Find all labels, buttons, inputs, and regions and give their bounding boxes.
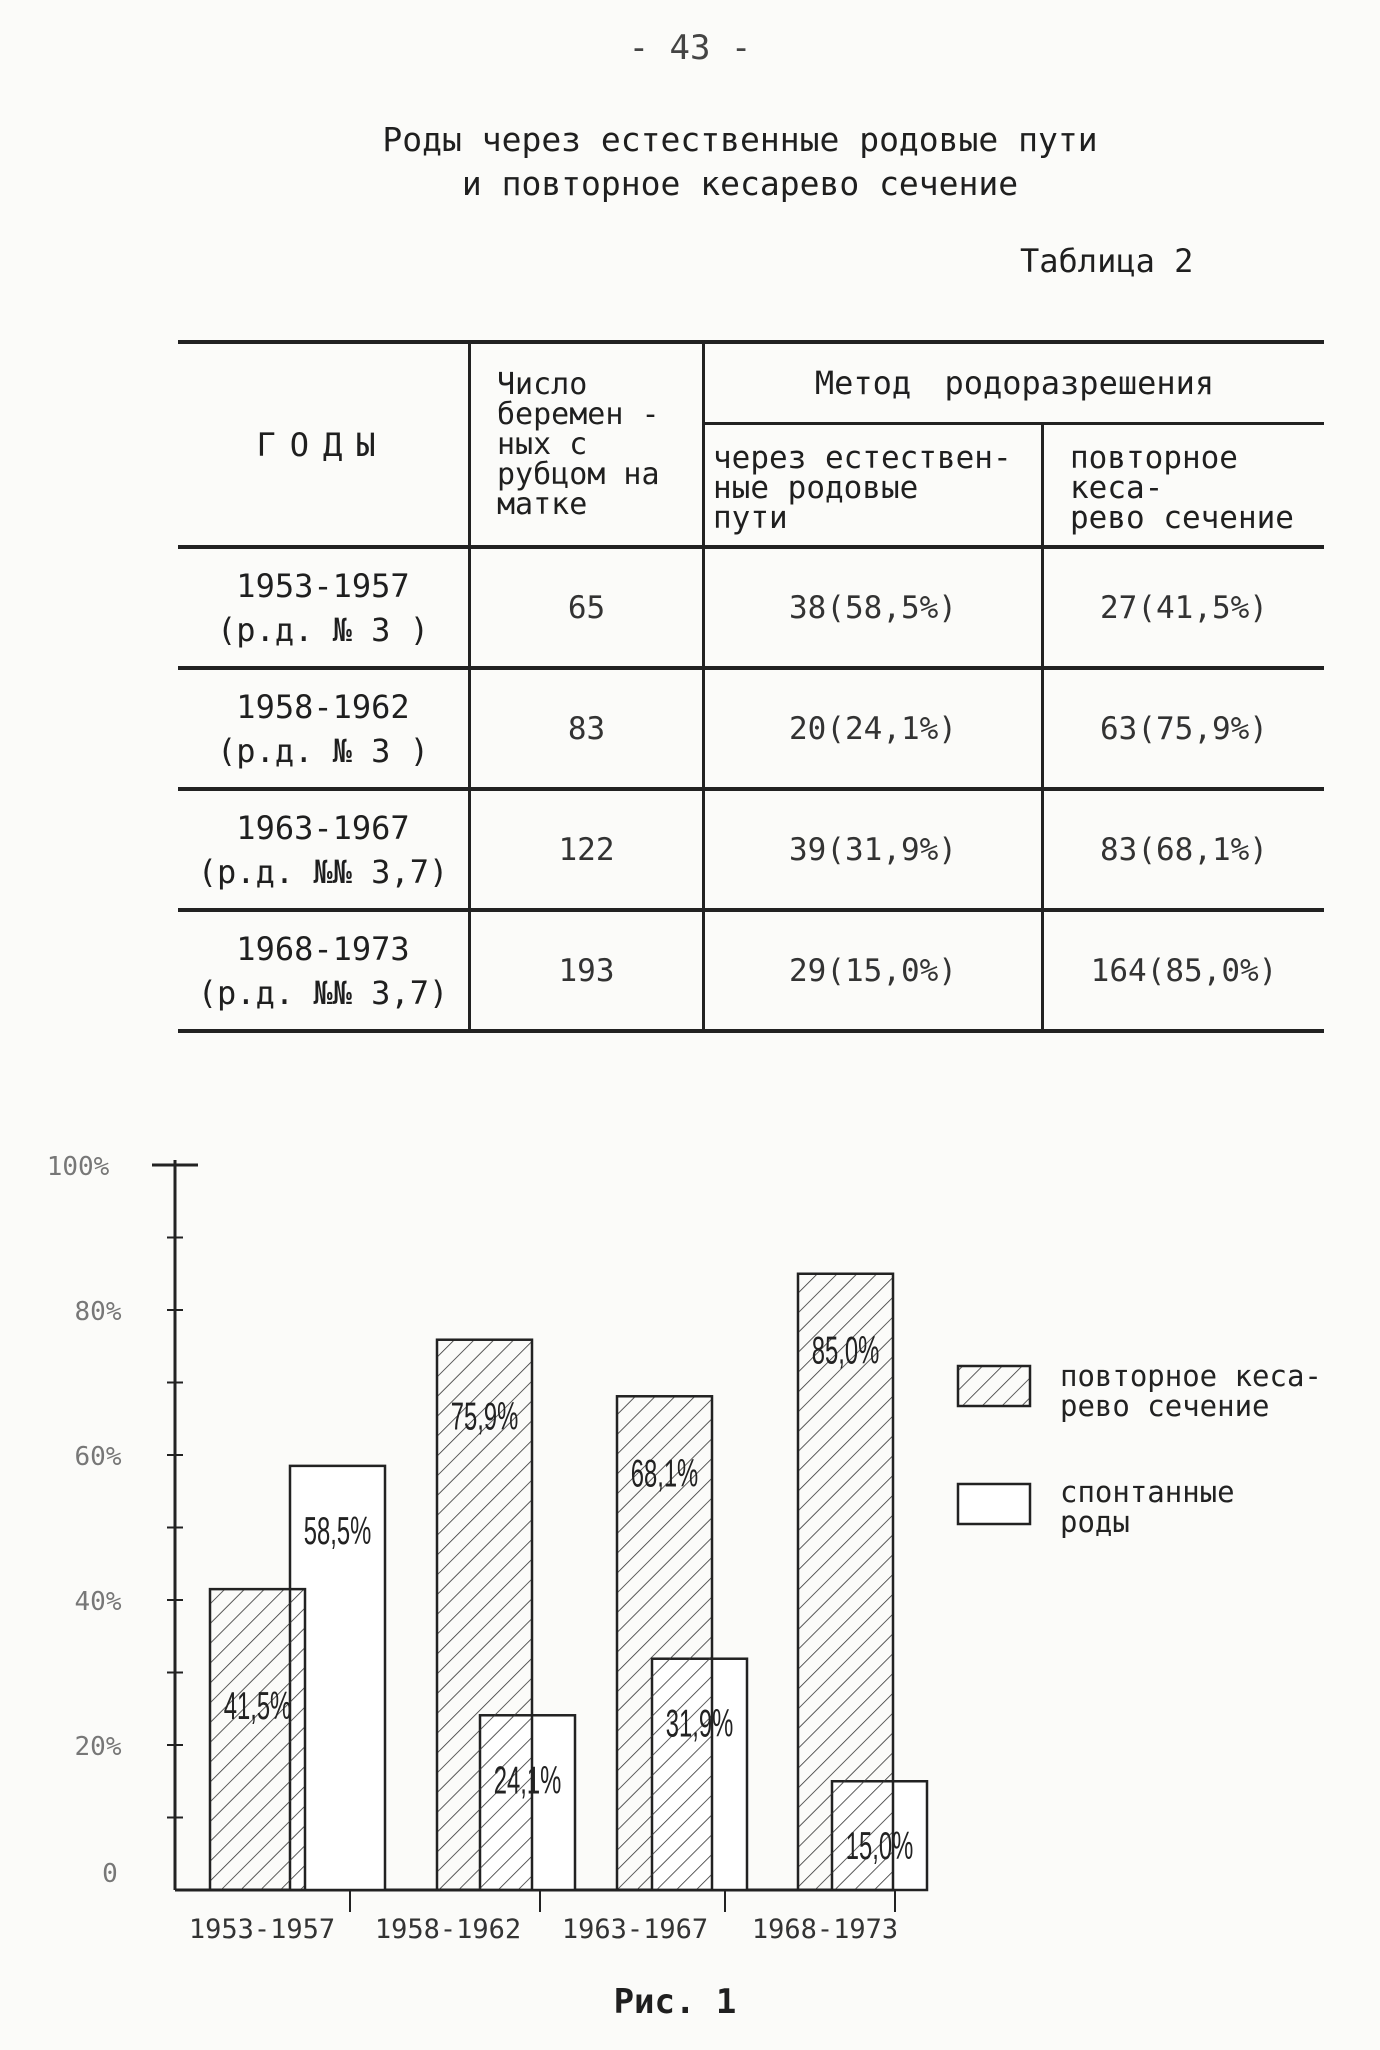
header-count-line: ных с xyxy=(497,426,588,462)
header-count-line: рубцом на xyxy=(497,456,660,492)
table-label: Таблица 2 xyxy=(1020,242,1194,280)
header-count xyxy=(470,342,704,547)
cell-count: 122 xyxy=(470,789,704,910)
title-line-2: и повторное кесарево сечение xyxy=(461,164,1019,203)
cell-cesarean: 164(85,0%) xyxy=(1043,910,1325,1031)
cell-cesarean: 83(68,1%) xyxy=(1043,789,1325,910)
cell-natural: 39(31,9%) xyxy=(704,789,1043,910)
legend-label: спонтанные xyxy=(1060,1475,1235,1509)
header-cesarean-line: повторное кеса- xyxy=(1070,440,1238,506)
header-cesarean xyxy=(1043,424,1325,548)
header-method: Метод родоразрешения xyxy=(704,342,1325,424)
header-count-line: матке xyxy=(497,486,588,522)
y-tick-label: 80% xyxy=(74,1297,122,1327)
cell-count: 65 xyxy=(470,547,704,668)
y-tick-label: 0 xyxy=(102,1859,118,1889)
bar-label-spontaneous: 24,1% xyxy=(493,1758,562,1802)
cell-count: 193 xyxy=(470,910,704,1031)
legend-label: рево сечение xyxy=(1060,1389,1270,1423)
x-category-label: 1963-1967 xyxy=(561,1914,709,1945)
bar-label-repeat-cesarean: 41,5% xyxy=(223,1684,292,1728)
table-row xyxy=(178,547,1324,668)
bar-label-repeat-cesarean: 85,0% xyxy=(811,1328,880,1373)
cell-natural: 29(15,0%) xyxy=(704,910,1043,1031)
table-row xyxy=(178,789,1324,910)
header-natural-line: через естествен- xyxy=(713,440,1012,476)
bar-chart xyxy=(40,1120,1360,1960)
cell-cesarean: 27(41,5%) xyxy=(1043,547,1325,668)
header-count-line: Число xyxy=(497,366,588,402)
header-natural xyxy=(704,424,1043,548)
data-table xyxy=(178,340,1324,1033)
years-range: 1958-1962 xyxy=(236,687,410,726)
hospital-note: (р.д. № 3 ) xyxy=(217,610,429,649)
bar-label-repeat-cesarean: 68,1% xyxy=(630,1451,699,1495)
header-natural-line: ные родовые xyxy=(713,470,919,506)
title-line-1: Роды через естественные родовые пути xyxy=(382,120,1098,159)
cell-years xyxy=(178,910,470,1031)
cell-years xyxy=(178,789,470,910)
legend-label: повторное кеса- xyxy=(1060,1359,1322,1393)
cell-cesarean: 63(75,9%) xyxy=(1043,668,1325,789)
cell-years xyxy=(178,668,470,789)
y-tick-label: 40% xyxy=(74,1587,122,1617)
header-years: ГОДЫ xyxy=(178,342,470,547)
bar-label-repeat-cesarean: 75,9% xyxy=(450,1394,519,1439)
cell-natural: 38(58,5%) xyxy=(704,547,1043,668)
y-tick-label: 100% xyxy=(46,1152,110,1182)
table-row xyxy=(178,668,1324,789)
x-category-label: 1958-1962 xyxy=(374,1914,522,1945)
bar-label-spontaneous: 58,5% xyxy=(303,1508,372,1553)
cell-natural: 20(24,1%) xyxy=(704,668,1043,789)
years-range: 1968-1973 xyxy=(236,929,410,968)
legend-swatch-plain xyxy=(958,1484,1030,1524)
bar-label-spontaneous: 31,9% xyxy=(665,1701,734,1746)
cell-count: 83 xyxy=(470,668,704,789)
page-number: - 43 - xyxy=(628,28,752,68)
x-category-label: 1953-1957 xyxy=(188,1914,336,1945)
bar-label-spontaneous: 15,0% xyxy=(845,1824,914,1868)
figure-caption: Рис. 1 xyxy=(613,1982,737,2022)
y-tick-label: 20% xyxy=(74,1732,122,1762)
legend-label: роды xyxy=(1060,1505,1130,1539)
hospital-note: (р.д. №№ 3,7) xyxy=(197,852,449,891)
legend-swatch-hatched xyxy=(958,1366,1030,1406)
table-title xyxy=(0,118,1380,206)
hospital-note: (р.д. № 3 ) xyxy=(217,731,429,770)
years-range: 1953-1957 xyxy=(236,566,410,605)
header-cesarean-line: рево сечение xyxy=(1070,500,1294,536)
x-category-label: 1968-1973 xyxy=(751,1914,899,1945)
header-count-line: беремен - xyxy=(497,396,660,432)
years-range: 1963-1967 xyxy=(236,808,410,847)
table-row xyxy=(178,910,1324,1031)
bar-repeat-cesarean xyxy=(210,1589,305,1890)
y-tick-label: 60% xyxy=(74,1442,122,1472)
cell-years xyxy=(178,547,470,668)
hospital-note: (р.д. №№ 3,7) xyxy=(197,973,449,1012)
header-natural-line: пути xyxy=(713,500,788,536)
